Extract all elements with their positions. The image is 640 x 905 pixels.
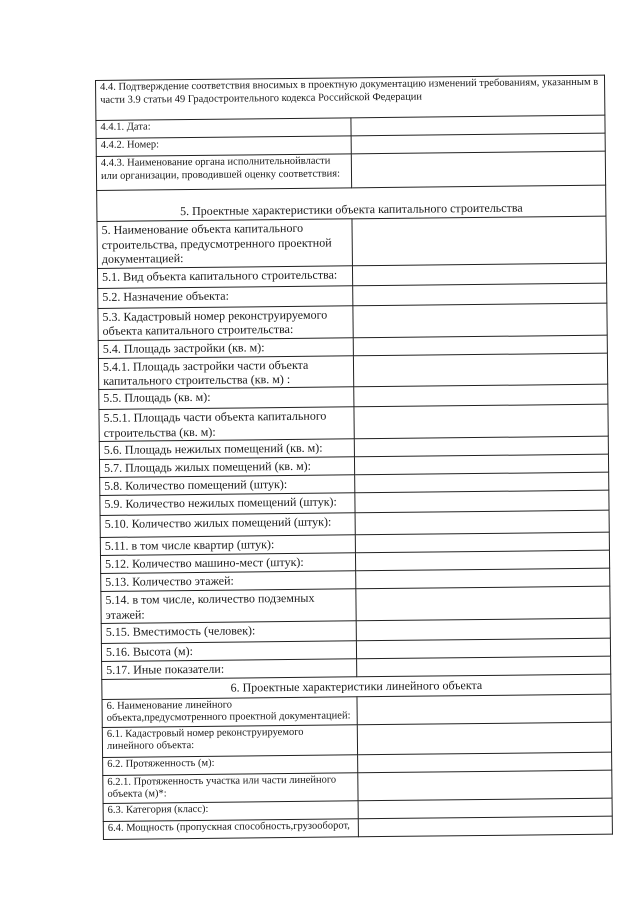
row-4-4-text: 4.4. Подтверждение соответствия вносимых в проектную документацию изменений требованиям, указанным в части 3.9 статьи 49 Градостроительного кодекса Российской Федерации	[96, 75, 605, 120]
row-label: 5.16. Высота (м):	[101, 641, 356, 662]
section-5-title: 5. Проектные характеристики объекта капитального строительства	[97, 185, 606, 222]
row-5	[97, 217, 606, 268]
row-4-4	[96, 75, 605, 120]
row-label: 6.4. Мощность (пропускная способность,грузооборот,	[103, 819, 358, 840]
row-value[interactable]	[353, 384, 608, 407]
row-label: 4.4.3. Наименование органа исполнительнойвласти или организации, проводившей оценку соответствия:	[96, 154, 351, 191]
row-label: 5.1. Вид объекта капитального строительства:	[97, 265, 352, 288]
row-label: 5.17. Иные показатели:	[102, 659, 357, 680]
row-value[interactable]	[357, 770, 612, 801]
row-value[interactable]	[355, 510, 610, 535]
row-label: 5. Наименование объекта капитального строительства, предусмотренного проектной документацией:	[97, 219, 352, 268]
row-value[interactable]	[352, 303, 607, 338]
row-label: 6.3. Категория (класс):	[103, 801, 358, 822]
row-label: 5.15. Вместимость (человек):	[101, 621, 356, 644]
row-label: 6.2. Протяженность (м):	[103, 754, 358, 775]
row-5-14	[101, 586, 610, 623]
form-table	[95, 75, 613, 840]
row-5-5-1	[99, 404, 608, 441]
row-value[interactable]	[352, 283, 607, 306]
form-body	[96, 75, 613, 839]
row-label: 5.11. в том числе квартир (штук):	[100, 535, 355, 556]
row-label: 5.13. Количество этажей:	[101, 571, 356, 592]
row-5-4-1	[98, 353, 607, 390]
row-value[interactable]	[351, 217, 606, 266]
row-label: 6.1. Кадастровый номер реконструируемого линейного объекта:	[102, 724, 357, 757]
row-value[interactable]	[353, 353, 608, 387]
row-label: 5.5.1. Площадь части объекта капитального строительства (кв. м):	[99, 407, 354, 442]
row-5-3	[98, 303, 607, 340]
row-value[interactable]	[356, 618, 611, 641]
row-label: 5.9. Количество нежилых помещений (штук):	[100, 493, 355, 516]
section-6-title: 6. Проектные характеристики линейного объекта	[102, 674, 611, 699]
form-sheet	[95, 75, 613, 840]
row-label: 4.4.2. Номер:	[96, 136, 351, 157]
row-label: 6.2.1. Протяженность участка или части линейного объекта (м)*:	[103, 772, 358, 803]
row-value[interactable]	[358, 816, 613, 837]
row-label: 5.3. Кадастровый номер реконструируемого объекта капитального строительства:	[98, 305, 353, 340]
row-label: 5.14. в том числе, количество подземных этажей:	[101, 589, 356, 623]
row-value[interactable]	[353, 404, 608, 439]
row-label: 5.5. Площадь (кв. м):	[99, 387, 354, 410]
row-value[interactable]	[352, 263, 607, 286]
row-label: 5.12. Количество машино-мест (штук):	[100, 553, 355, 574]
row-label: 5.4. Площадь застройки (кв. м):	[98, 337, 353, 358]
row-value[interactable]	[354, 490, 609, 513]
row-label: 5.8. Количество помещений (штук):	[100, 475, 355, 496]
row-label: 5.6. Площадь нежилых помещений (кв. м):	[99, 439, 354, 460]
row-value[interactable]	[355, 586, 610, 620]
row-label: 5.2. Назначение объекта:	[98, 285, 353, 308]
row-label: 6. Наименование линейного объекта,предусмотренного проектной документацией:	[102, 696, 357, 727]
row-label: 5.7. Площадь жилых помещений (кв. м):	[99, 457, 354, 478]
row-value[interactable]	[357, 722, 612, 755]
row-label: 5.4.1. Площадь застройки части объекта капитального строительства (кв. м) :	[98, 355, 353, 389]
row-value[interactable]	[351, 151, 606, 188]
row-label: 4.4.1. Дата:	[96, 118, 351, 139]
row-label: 5.10. Количество жилых помещений (штук):	[100, 513, 355, 538]
row-value[interactable]	[356, 694, 611, 725]
row-4-4-3	[96, 151, 605, 190]
